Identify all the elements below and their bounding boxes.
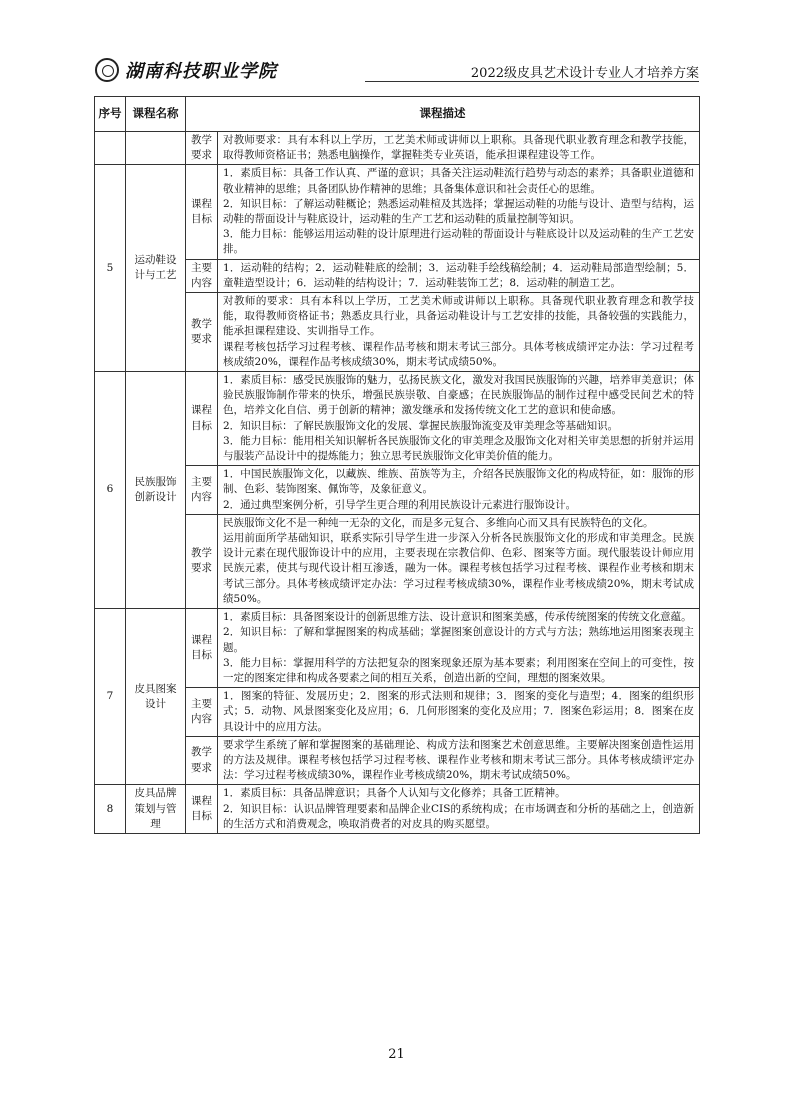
description-paragraph: 要求学生系统了解和掌握图案的基础理论、构成方法和图案艺术创意思维。主要解决图案创造性运用的方法及规律。课程考核包括学习过程考核、课程作业考核和期末考试三部分。具体考核成绩评定办法：学习过程考核成绩30%，课程作业考核成绩20%，期末考试成绩50%。: [223, 738, 694, 782]
description-paragraph: 3．能力目标：能用相关知识解析各民族服饰文化的审美理念及服饰文化对相关审美思想的折射并运用与服装产品设计中的提炼能力；独立思考民族服饰文化审美价值的能力。: [223, 434, 694, 463]
table-row: [95, 785, 700, 834]
course-number: 6: [95, 372, 126, 609]
table-row: [95, 514, 700, 608]
table-row: [95, 132, 700, 165]
section-description: [218, 259, 700, 292]
description-paragraph: 运用前面所学基础知识，联系实际引导学生进一步深入分析各民族服饰文化的形成和审美理念。民族设计元素在现代服饰设计中的应用，主要表现在宗教信仰、色彩、图案等方面。现代服装设计师应用民族元素，使其与现代设计相互渗透，融为一体。课程考核包括学习过程考核、课程作业考核和期末考试三部分。具体考核成绩评定办法：学习过程考核成绩30%，课程作业考核成绩20%，期末考试成绩50%。: [223, 532, 694, 605]
table-body: [95, 132, 700, 834]
description-paragraph: 1．图案的特征、发展历史；2．图案的形式法则和规律；3．图案的变化与造型；4．图案的组织形式；5．动物、风景图案变化及应用；6．几何形图案的变化及应用；7．图案色彩运用；8．图案在皮具设计中的应用方法。: [223, 690, 694, 733]
description-paragraph: 1．素质目标：感受民族服饰的魅力，弘扬民族文化，激发对我国民族服饰的兴趣，培养审美意识；体验民族服饰制作带来的快乐，增强民族崇敬、自豪感；在民族服饰品的制作过程中感受民间艺术的特色，培养文化自信、勇于创新的精神；激发继承和发扬传统文化工艺的意识和使命感。: [223, 374, 694, 417]
description-paragraph: 2．通过典型案例分析，引导学生更合理的利用民族设计元素进行服饰设计。: [223, 498, 577, 511]
description-paragraph: 2．知识目标：了解运动鞋概论；熟悉运动鞋楦及其选择；掌握运动鞋的功能与设计、造型与结构，运动鞋的帮面设计与鞋底设计，运动鞋的生产工艺和运动鞋的质量控制等知识。: [223, 197, 694, 226]
course-name: 运动鞋设计与工艺: [126, 165, 186, 372]
description-paragraph: 课程考核包括学习过程考核、课程作品考核和期末考试三部分。具体考核成绩评定办法：学习过程考核成绩20%，课程作品考核成绩30%，期末考试成绩50%。: [223, 340, 694, 368]
section-label: 主要内容: [186, 466, 218, 515]
table-header-row: [95, 97, 700, 132]
section-description: [218, 466, 700, 515]
header-rule: [365, 81, 699, 82]
course-number: 7: [95, 609, 126, 785]
section-description: [218, 372, 700, 466]
table-row: [95, 293, 700, 372]
table-row: [95, 372, 700, 466]
section-description: [218, 688, 700, 737]
description-paragraph: 1．运动鞋的结构；2．运动鞋鞋底的绘制；3．运动鞋手绘线稿绘制；4．运动鞋局部造型绘制；5．童鞋造型设计；6．运动鞋的结构设计；7．运动鞋装饰工艺；8．运动鞋的制造工艺。: [223, 261, 694, 289]
section-label: 教学要求: [186, 132, 218, 165]
column-header-name: 课程名称: [126, 97, 186, 132]
page-number: 21: [388, 1047, 405, 1062]
table-row: [95, 688, 700, 737]
description-paragraph: 2．知识目标：了解和掌握图案的构成基础；掌握图案创意设计的方式与方法；熟练地运用图案表现主题。: [223, 626, 694, 654]
table-row: [95, 609, 700, 688]
school-seal-icon: [95, 58, 119, 82]
section-description: [218, 165, 700, 259]
section-label: 课程目标: [186, 609, 218, 688]
description-paragraph: 对教师的要求：具有本科以上学历，工艺美术师或讲师以上职称。具备现代职业教育理念和教学技能，取得教师资格证书；熟悉皮具行业，具备运动鞋设计与工艺安排的技能，具备较强的实践能力，能承担课程建设、实训指导工作。: [223, 295, 694, 338]
section-label: 教学要求: [186, 736, 218, 785]
section-label: 课程目标: [186, 165, 218, 259]
section-description: [218, 609, 700, 688]
section-description: [218, 514, 700, 608]
description-paragraph: 3．能力目标：能够运用运动鞋的设计原理进行运动鞋的帮面设计与鞋底设计以及运动鞋的生产工艺安排。: [223, 228, 694, 256]
description-paragraph: 1．素质目标：具备工作认真、严谨的意识；具备关注运动鞋流行趋势与动态的素养；具备职业道德和敬业精神的思维；具备团队协作精神的思维；具备集体意识和社会责任心的思维。: [223, 167, 694, 195]
section-description: [218, 736, 700, 785]
course-table: [94, 96, 700, 834]
description-paragraph: 1．中国民族服饰文化，以藏族、维族、苗族等为主，介绍各民族服饰文化的构成特征，如：服饰的形制、色彩、装饰图案、佩饰等，及象征意义。: [223, 468, 694, 496]
description-paragraph: 2．知识目标：了解民族服饰文化的发展、掌握民族服饰流变及审美理念等基础知识。: [223, 419, 619, 432]
description-paragraph: 民族服饰文化不是一种纯一无杂的文化，而是多元复合、多维向心而又具有民族特色的文化。: [223, 516, 654, 529]
table-row: [95, 259, 700, 292]
school-name: 湖南科技职业学院: [125, 61, 277, 82]
table-row: [95, 165, 700, 259]
section-label: 教学要求: [186, 514, 218, 608]
description-paragraph: 1．素质目标：具备图案设计的创新思维方法、设计意识和图案美感，传承传统图案的传统文化意蕴。: [223, 611, 692, 624]
course-name: [126, 132, 186, 165]
course-number: 8: [95, 785, 126, 834]
section-description: [218, 132, 700, 165]
section-description: [218, 785, 700, 834]
document-title: 2022级皮具艺术设计专业人才培养方案: [470, 66, 699, 81]
column-header-desc: 课程描述: [186, 97, 700, 132]
section-label: 课程目标: [186, 785, 218, 834]
table-row: [95, 736, 700, 785]
section-description: [218, 293, 700, 372]
section-label: 教学要求: [186, 293, 218, 372]
description-paragraph: 对教师要求：具有本科以上学历，工艺美术师或讲师以上职称。具备现代职业教育理念和教学技能，取得教师资格证书；熟悉电脑操作，掌握鞋类专业英语，能承担课程建设等工作。: [223, 134, 694, 162]
school-logo: [95, 56, 277, 84]
course-name: 民族服饰创新设计: [126, 372, 186, 609]
description-paragraph: 1．素质目标：具备品牌意识；具备个人认知与文化修养；具备工匠精神。: [223, 787, 566, 800]
section-label: 课程目标: [186, 372, 218, 466]
course-number: [95, 132, 126, 165]
course-name: 皮具品牌策划与管理: [126, 785, 186, 834]
page-header: [95, 56, 699, 84]
column-header-num: 序号: [95, 97, 126, 132]
description-paragraph: 3．能力目标：掌握用科学的方法把复杂的图案现象还原为基本要素；利用图案在空间上的可变性，按一定的图案定律和构成各要素之间的相互关系，创造出新的空间，理想的图案效果。: [223, 656, 694, 684]
table-row: [95, 466, 700, 515]
description-paragraph: 2．知识目标：认识品牌管理要素和品牌企业CIS的系统构成；在市场调查和分析的基础之上，创造新的生活方式和消费观念，唤取消费者的对皮具的购买愿望。: [223, 802, 694, 830]
section-label: 主要内容: [186, 688, 218, 737]
course-number: 5: [95, 165, 126, 372]
course-name: 皮具图案设计: [126, 609, 186, 785]
section-label: 主要内容: [186, 259, 218, 292]
